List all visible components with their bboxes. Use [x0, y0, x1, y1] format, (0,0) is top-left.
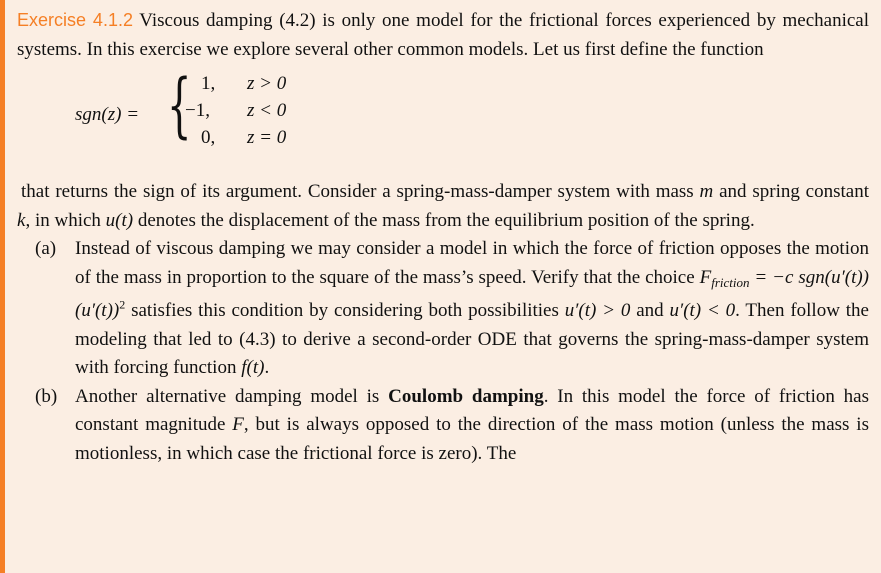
- var-F: F: [232, 414, 244, 435]
- paragraph-text: , in which: [25, 209, 106, 231]
- paragraph-text: that returns the sign of its argument. Consider a spring-mass-damper system with mass: [21, 181, 700, 202]
- sgn-equation: [17, 64, 869, 178]
- var-ut: u(t): [105, 209, 134, 231]
- item-label: (a): [35, 238, 57, 259]
- case-condition: z > 0: [247, 73, 287, 94]
- item-text: , but is always opposed to the direction of the mass motion (unless the mass is motionless, in which case the frictional force is zero). The: [75, 414, 869, 464]
- case-value: −1,: [185, 100, 210, 121]
- superscript: 2: [119, 297, 126, 312]
- exercise-intro: [17, 6, 869, 64]
- item-text: . In this model the force of friction has constant magnitude: [75, 385, 869, 435]
- item-text: . Then follow the modeling that led to (4.3) to derive a second-order ODE that governs the spring-mass-damper system with forcing function: [75, 300, 869, 378]
- left-brace-icon: {: [167, 64, 192, 146]
- item-label: (b): [35, 385, 58, 407]
- var-m: m: [699, 181, 714, 202]
- var-ft: f(t): [241, 357, 265, 378]
- case-value: 0,: [201, 127, 216, 148]
- intro-text: Viscous damping (4.2) is only one model for the frictional forces experienced by mechanical systems. In this exercise we explore several other common models. Let us first define the function: [17, 10, 870, 60]
- case-condition: z = 0: [247, 127, 287, 148]
- var-F: F: [699, 266, 712, 288]
- exercise-body: [17, 6, 869, 468]
- item-text: satisfies this condition by considering both possibilities: [125, 300, 565, 321]
- list-item: [17, 235, 869, 383]
- condition: u′(t) > 0: [564, 300, 631, 321]
- condition: u′(t) < 0: [669, 300, 736, 321]
- bold-term: Coulomb damping: [388, 385, 544, 407]
- case-condition: z < 0: [247, 100, 287, 121]
- case-value: 1,: [201, 73, 216, 94]
- list-item: [17, 383, 869, 469]
- formula: = −c sgn(u′(t))(u′(t)): [75, 266, 869, 321]
- equation-lhs: sgn(z) =: [75, 104, 140, 125]
- paragraph: [17, 178, 869, 235]
- exercise-label: Exercise 4.1.2: [17, 10, 133, 30]
- item-text: Instead of viscous damping we may consider a model in which the force of friction opposes the motion of the mass in proportion to the square of the mass’s speed. Verify that the choice: [75, 238, 869, 288]
- var-k: k: [17, 209, 26, 231]
- item-text: .: [264, 357, 270, 378]
- subscript-friction: friction: [711, 274, 750, 290]
- paragraph-text: and spring constant: [713, 181, 869, 202]
- item-text: and: [630, 300, 670, 321]
- exercise-parts: [17, 235, 869, 468]
- paragraph-text: denotes the displacement of the mass from the equilibrium position of the spring.: [133, 209, 755, 231]
- exercise-accent-bar: [0, 0, 5, 573]
- item-text: Another alternative damping model is: [75, 385, 389, 407]
